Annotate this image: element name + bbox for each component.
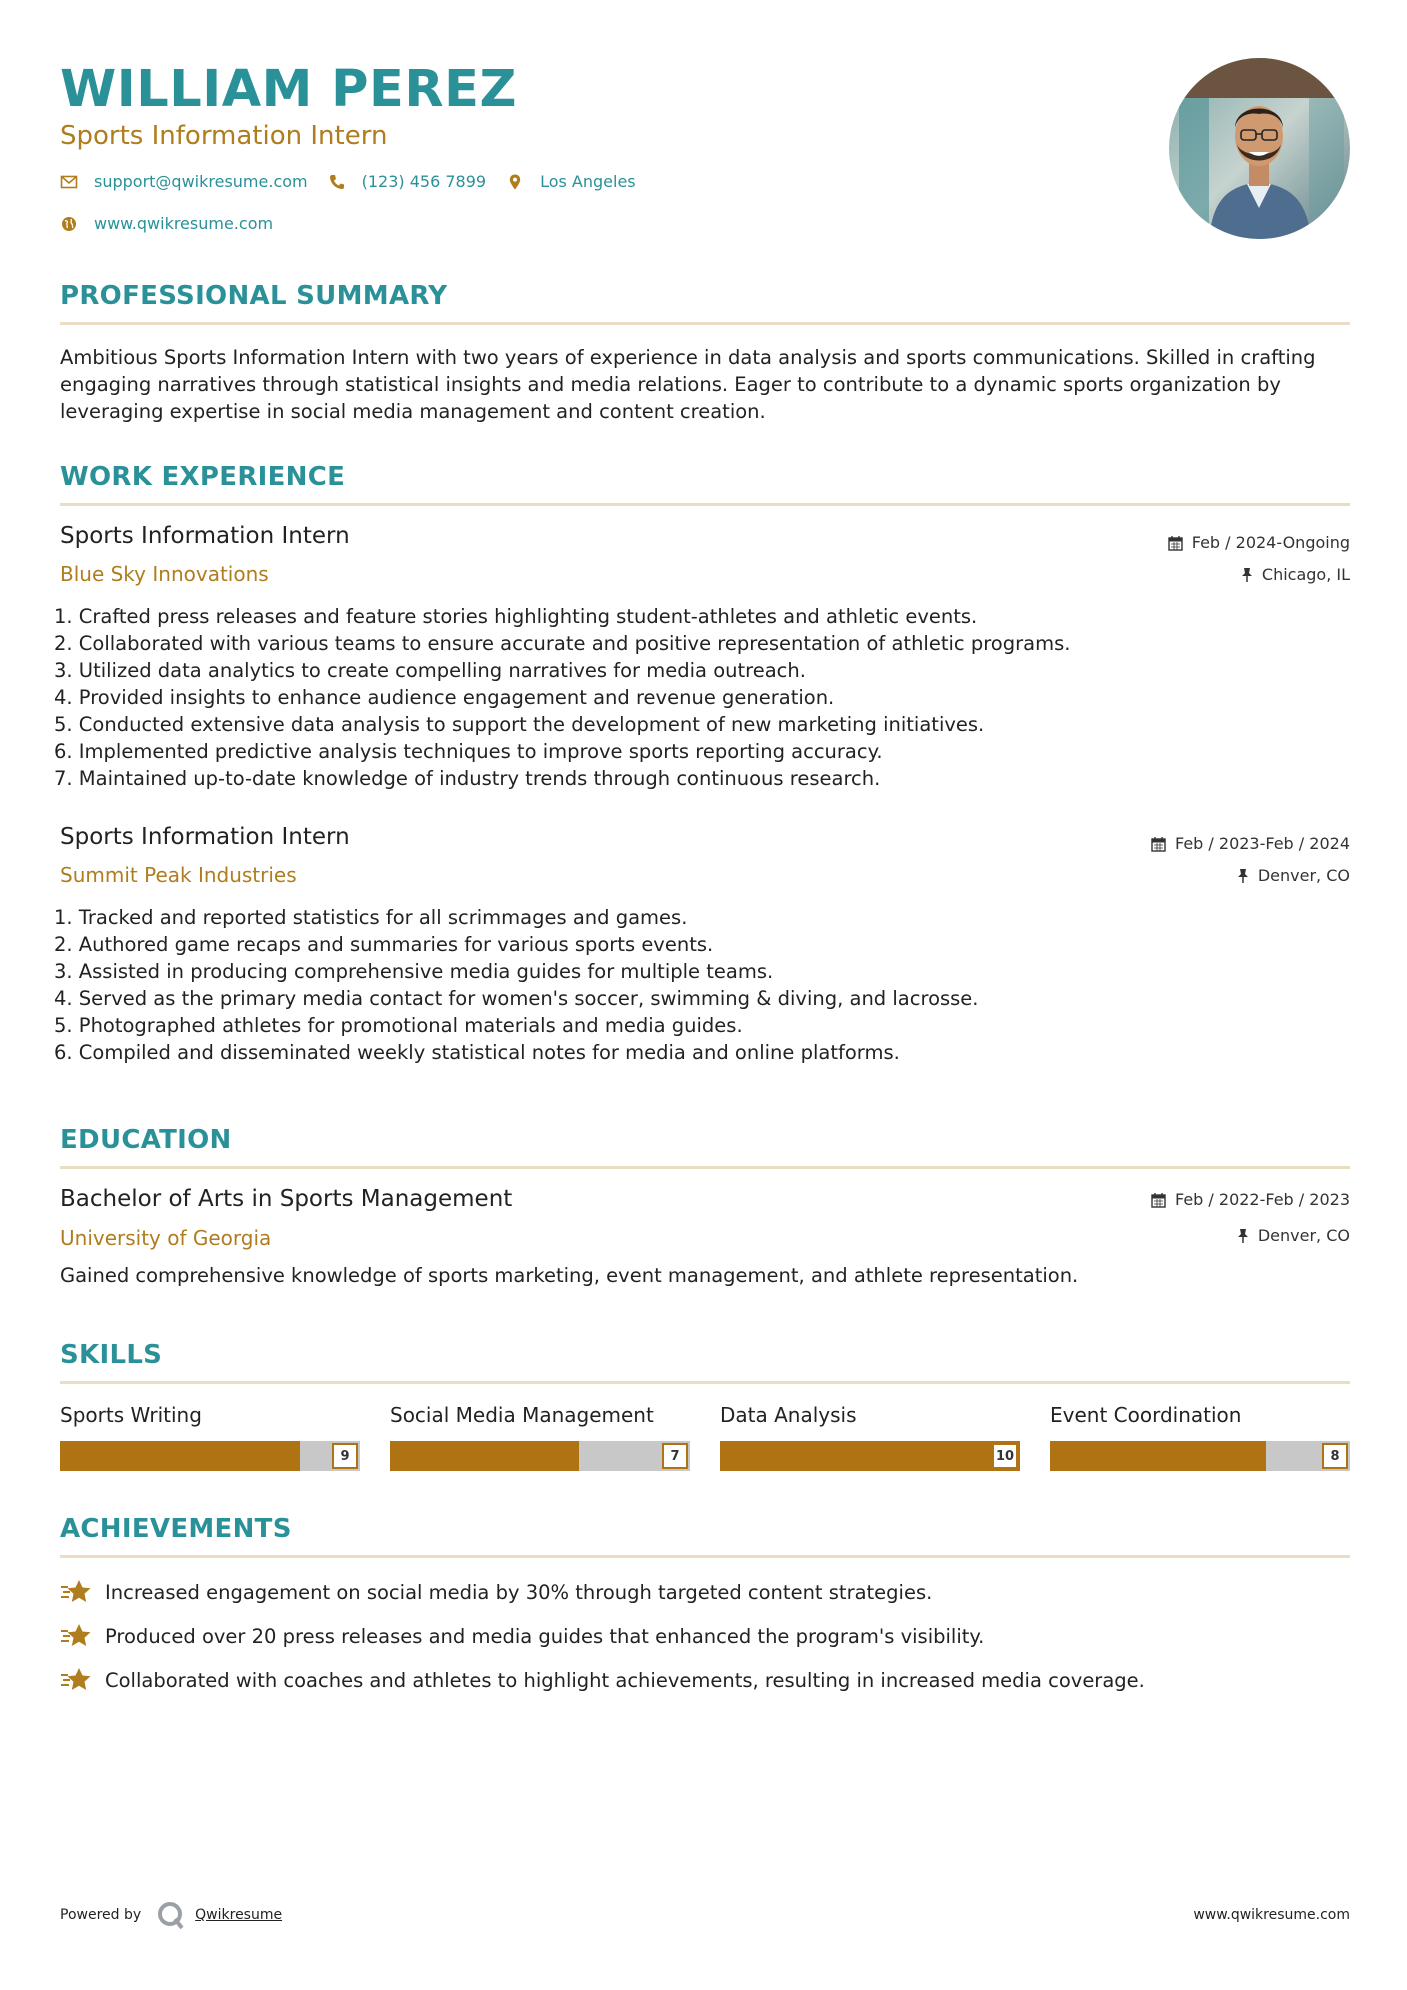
job-bullets (54, 904, 1354, 1066)
education-dates (1151, 1190, 1350, 1209)
calendar-icon (1151, 1192, 1166, 1208)
skill-level-badge: 7 (662, 1443, 688, 1469)
candidate-role: Sports Information Intern (60, 121, 388, 151)
job-bullets (54, 603, 1354, 792)
qwikresume-link[interactable]: Qwikresume (195, 1907, 283, 1923)
summary-text: Ambitious Sports Information Intern with two years of experience in data analysis and sports communications. Skilled in crafting engaging narratives through statistical insights and media relations. Eager to contribute to a dynamic sports organization by leveraging expertise in social media management and content creation. (60, 346, 1316, 423)
job-dates-text: Feb / 2023-Feb / 2024 (1175, 834, 1350, 853)
star-icon (60, 1666, 92, 1694)
achievements-divider (60, 1555, 1350, 1558)
education-location-text: Denver, CO (1257, 1226, 1350, 1245)
skill-bar-fill (1050, 1441, 1266, 1471)
skill-bar (60, 1441, 360, 1471)
achievements-heading: ACHIEVEMENTS (60, 1514, 292, 1544)
footer-powered-by (60, 1900, 282, 1930)
job-title: Sports Information Intern (60, 824, 350, 850)
list-item: 2. Authored game recaps and summaries for various sports events. (54, 933, 714, 956)
job-location (1241, 565, 1350, 584)
phone-link[interactable]: (123) 456 7899 (361, 172, 487, 191)
skill-bar (390, 1441, 690, 1471)
achievement-item (60, 1578, 932, 1606)
list-item: 5. Conducted extensive data analysis to support the development of new marketing initiatives. (54, 713, 985, 736)
skill-level-badge: 8 (1322, 1443, 1348, 1469)
skill-bar-fill (60, 1441, 300, 1471)
education-location (1237, 1226, 1350, 1245)
experience-heading: WORK EXPERIENCE (60, 462, 346, 492)
skill-bar (720, 1441, 1020, 1471)
pushpin-icon (1237, 1228, 1249, 1244)
job-location (1237, 866, 1350, 885)
skill-name: Event Coordination (1050, 1403, 1242, 1427)
pushpin-icon (1241, 567, 1253, 583)
list-item: 5. Photographed athletes for promotional materials and media guides. (54, 1014, 743, 1037)
location-text: Los Angeles (540, 172, 636, 191)
achievement-item (60, 1666, 1145, 1694)
list-item: 7. Maintained up-to-date knowledge of industry trends through continuous research. (54, 767, 881, 790)
skill-name: Sports Writing (60, 1403, 202, 1427)
skill-name: Social Media Management (390, 1403, 654, 1427)
calendar-icon (1151, 836, 1166, 852)
skill-bar-fill (720, 1441, 1020, 1471)
skill-name: Data Analysis (720, 1403, 857, 1427)
summary-heading: PROFESSIONAL SUMMARY (60, 281, 448, 311)
star-icon (60, 1622, 92, 1650)
star-icon (60, 1578, 92, 1606)
contact-row-secondary (60, 214, 293, 233)
job-dates (1168, 533, 1350, 552)
website-link[interactable]: www.qwikresume.com (94, 214, 274, 233)
education-dates-text: Feb / 2022-Feb / 2023 (1175, 1190, 1350, 1209)
footer-website[interactable]: www.qwikresume.com (1193, 1907, 1350, 1923)
job-dates (1151, 834, 1350, 853)
resume-page (54, 0, 1350, 1990)
email-link[interactable]: support@qwikresume.com (94, 172, 308, 191)
profile-photo (1169, 58, 1350, 239)
job-company: Summit Peak Industries (60, 863, 297, 887)
list-item: 3. Assisted in producing comprehensive media guides for multiple teams. (54, 960, 774, 983)
phone-icon (328, 173, 346, 191)
list-item: 1. Crafted press releases and feature stories highlighting student-athletes and athletic events. (54, 605, 978, 628)
list-item: 4. Provided insights to enhance audience engagement and revenue generation. (54, 686, 835, 709)
education-description: Gained comprehensive knowledge of sports marketing, event management, and athlete representation. (60, 1264, 1079, 1287)
skill-bar (1050, 1441, 1350, 1471)
school-name: University of Georgia (60, 1226, 272, 1250)
summary-divider (60, 322, 1350, 325)
candidate-name: WILLIAM PEREZ (60, 60, 517, 119)
list-item: 3. Utilized data analytics to create compelling narratives for media outreach. (54, 659, 806, 682)
achievement-item (60, 1622, 984, 1650)
achievement-text: Produced over 20 press releases and media guides that enhanced the program's visibility. (105, 1624, 985, 1648)
skills-divider (60, 1381, 1350, 1384)
skill-bar-fill (390, 1441, 579, 1471)
list-item: 6. Implemented predictive analysis techniques to improve sports reporting accuracy. (54, 740, 883, 763)
achievement-text: Increased engagement on social media by 30% through targeted content strategies. (105, 1580, 933, 1604)
degree-title: Bachelor of Arts in Sports Management (60, 1186, 513, 1212)
map-pin-icon (506, 173, 524, 191)
experience-divider (60, 503, 1350, 506)
list-item: 4. Served as the primary media contact for women's soccer, swimming & diving, and lacrosse. (54, 987, 979, 1010)
list-item: 6. Compiled and disseminated weekly statistical notes for media and online platforms. (54, 1041, 900, 1064)
education-divider (60, 1166, 1350, 1169)
powered-by-label: Powered by (60, 1907, 142, 1923)
pushpin-icon (1237, 868, 1249, 884)
skill-level-badge: 9 (332, 1443, 358, 1469)
education-heading: EDUCATION (60, 1125, 232, 1155)
contact-row-primary (60, 172, 656, 191)
job-dates-text: Feb / 2024-Ongoing (1191, 533, 1350, 552)
job-company: Blue Sky Innovations (60, 562, 269, 586)
skill-level-badge: 10 (992, 1443, 1018, 1469)
job-location-text: Denver, CO (1257, 866, 1350, 885)
list-item: 1. Tracked and reported statistics for all scrimmages and games. (54, 906, 688, 929)
job-title: Sports Information Intern (60, 523, 350, 549)
qwikresume-logo-icon (155, 1900, 185, 1930)
globe-icon (60, 215, 78, 233)
calendar-icon (1168, 535, 1183, 551)
list-item: 2. Collaborated with various teams to ensure accurate and positive representation of athletic programs. (54, 632, 1071, 655)
envelope-icon (60, 173, 78, 191)
job-location-text: Chicago, IL (1261, 565, 1350, 584)
skills-heading: SKILLS (60, 1340, 163, 1370)
achievement-text: Collaborated with coaches and athletes to highlight achievements, resulting in increased media coverage. (105, 1668, 1145, 1692)
